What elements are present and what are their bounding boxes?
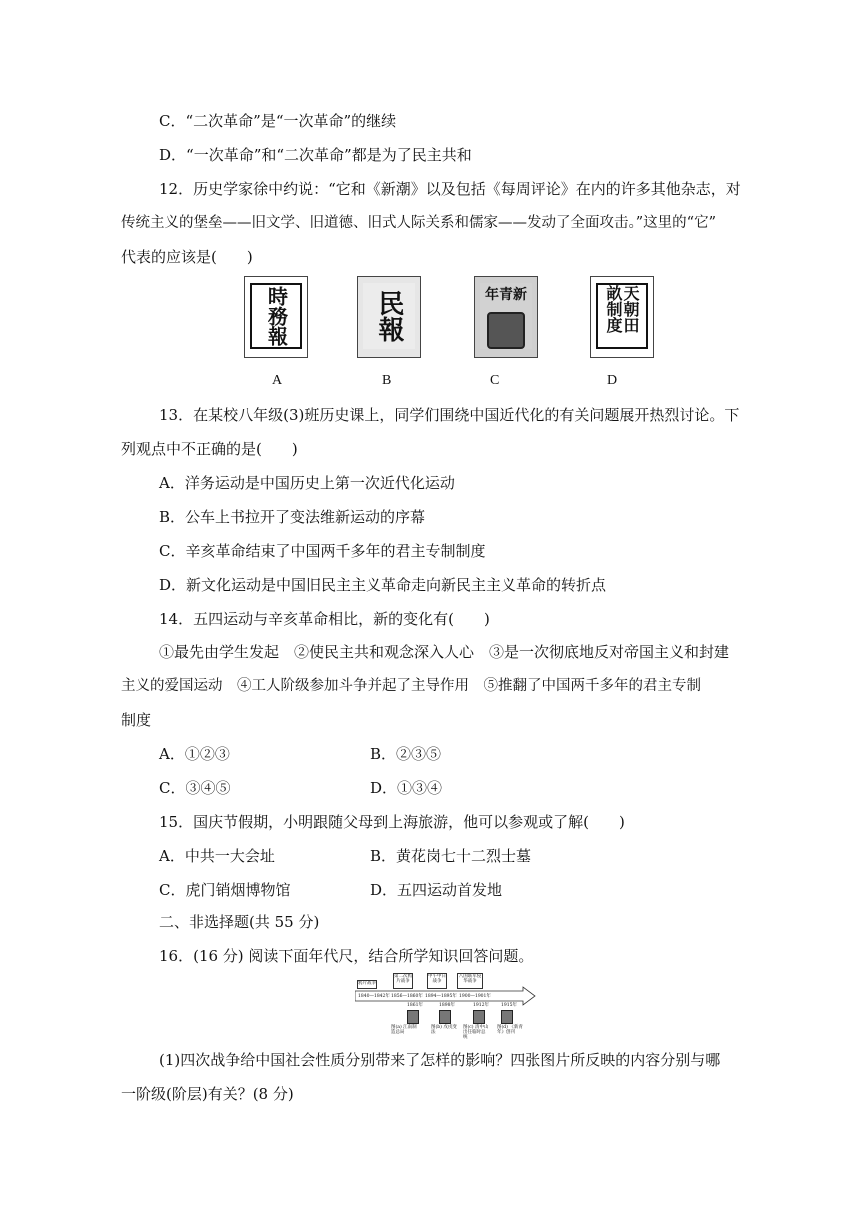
timeline-image-c (473, 1010, 485, 1024)
question-12-line-2: 传统主义的堡垒——旧文学、旧道德、旧式人际关系和儒家——发动了全面攻击。”这里的“它” (121, 215, 716, 231)
question-14-option-d: D．①③④ (370, 779, 443, 797)
timeline-caption-d: 图(d) 《新青年》创刊 (497, 1025, 523, 1035)
timeline-event-year-2: 1898年 (439, 1003, 455, 1008)
picture-c-text: 年青新 (485, 287, 527, 303)
timeline-event-year-3: 1912年 (473, 1003, 489, 1008)
question-13-option-c: C．辛亥革命结束了中国两千多年的君主专制制度 (159, 542, 486, 560)
question-16-part-1-line-1: (1)四次战争给中国社会性质分别带来了怎样的影响？四张图片所反映的内容分别与哪 (159, 1051, 721, 1069)
section-2-heading: 二、非选择题(共 55 分) (159, 913, 320, 931)
question-16: 16．(16 分) 阅读下面年代尺，结合所学知识回答问题。 (159, 947, 534, 965)
question-12-line-3: 代表的应该是( ) (121, 248, 253, 266)
timeline-image-a (407, 1010, 419, 1024)
question-13-option-a: A．洋务运动是中国历史上第一次近代化运动 (159, 474, 455, 492)
timeline-event-year-4: 1915年 (501, 1003, 517, 1008)
question-14: 14．五四运动与辛亥革命相比，新的变化有( ) (159, 610, 490, 628)
timeline-war-3: 甲午中日战争 (427, 973, 447, 989)
picture-a-shiwubao (244, 276, 308, 358)
timeline-caption-c: 图(c) 清中山出任临时总统 (463, 1025, 489, 1040)
picture-b-minbao (357, 276, 421, 358)
question-13-line-1: 13．在某校八年级(3)班历史课上，同学们围绕中国近代化的有关问题展开热烈讨论。下 (159, 406, 740, 424)
picture-c-emblem (487, 312, 525, 349)
picture-c-xinqingnian (474, 276, 538, 358)
timeline-year-1: 1840—1842年 (358, 994, 390, 999)
timeline-year-3: 1894—1895年 (425, 994, 457, 999)
timeline-war-1: 鸦片战争 (357, 980, 377, 989)
question-14-statements-3: 制度 (121, 711, 152, 729)
question-15-option-a: A．中共一大会址 (159, 847, 275, 865)
picture-label-b: B (382, 373, 392, 388)
timeline-figure (355, 972, 537, 1040)
question-14-statements-2: 主义的爱国运动 ④工人阶级参加斗争并起了主导作用 ⑤推翻了中国两千多年的君主专制 (121, 678, 701, 694)
timeline-caption-b: 图(b) 戊戌变法 (431, 1025, 457, 1035)
timeline-year-2: 1856—1860年 (391, 994, 423, 999)
timeline-year-4: 1900—1901年 (459, 994, 491, 999)
question-14-statements-1: ①最先由学生发起 ②使民主共和观念深入人心 ③是一次彻底地反对帝国主义和封建 (159, 643, 730, 661)
picture-label-d: D (607, 373, 618, 388)
question-15: 15．国庆节假期，小明跟随父母到上海旅游，他可以参观或了解( ) (159, 813, 625, 831)
timeline-war-2: 第二次鸦片战争 (393, 973, 413, 989)
question-13-option-b: B．公车上书拉开了变法维新运动的序幕 (159, 508, 426, 526)
picture-label-c: C (490, 373, 500, 388)
line-q11-d: D．“一次革命”和“二次革命”都是为了民主共和 (159, 146, 472, 164)
picture-d-text: 天朝田畝制度 (604, 285, 640, 333)
question-12-line-1: 12．历史学家徐中约说：“它和《新潮》以及包括《每周评论》在内的许多其他杂志，对 (159, 180, 741, 198)
picture-a-text: 時務報 (264, 286, 289, 346)
timeline-caption-a: 图(a) 江南制造总局 (391, 1025, 417, 1035)
question-14-option-b: B．②③⑤ (370, 745, 442, 763)
question-13-option-d: D．新文化运动是中国旧民主主义革命走向新民主主义革命的转折点 (159, 576, 607, 594)
picture-label-a: A (272, 373, 283, 388)
timeline-war-4: 八国联军侵华战争 (457, 973, 483, 989)
question-14-option-c: C．③④⑤ (159, 779, 231, 797)
question-16-part-1-line-2: 一阶级(阶层)有关？(8 分) (121, 1085, 294, 1103)
line-q11-c: C．“二次革命”是“一次革命”的继续 (159, 112, 397, 130)
timeline-image-d (501, 1010, 513, 1024)
picture-b-text: 民報 (374, 290, 404, 342)
picture-d-tianchao (590, 276, 654, 358)
question-14-option-a: A．①②③ (159, 745, 230, 763)
question-13-line-2: 列观点中不正确的是( ) (121, 440, 298, 458)
timeline-event-year-1: 1861年 (407, 1003, 423, 1008)
timeline-image-b (439, 1010, 451, 1024)
question-15-option-b: B．黄花岗七十二烈士墓 (370, 847, 532, 865)
question-15-option-c: C．虎门销烟博物馆 (159, 881, 291, 899)
question-15-option-d: D．五四运动首发地 (370, 881, 503, 899)
